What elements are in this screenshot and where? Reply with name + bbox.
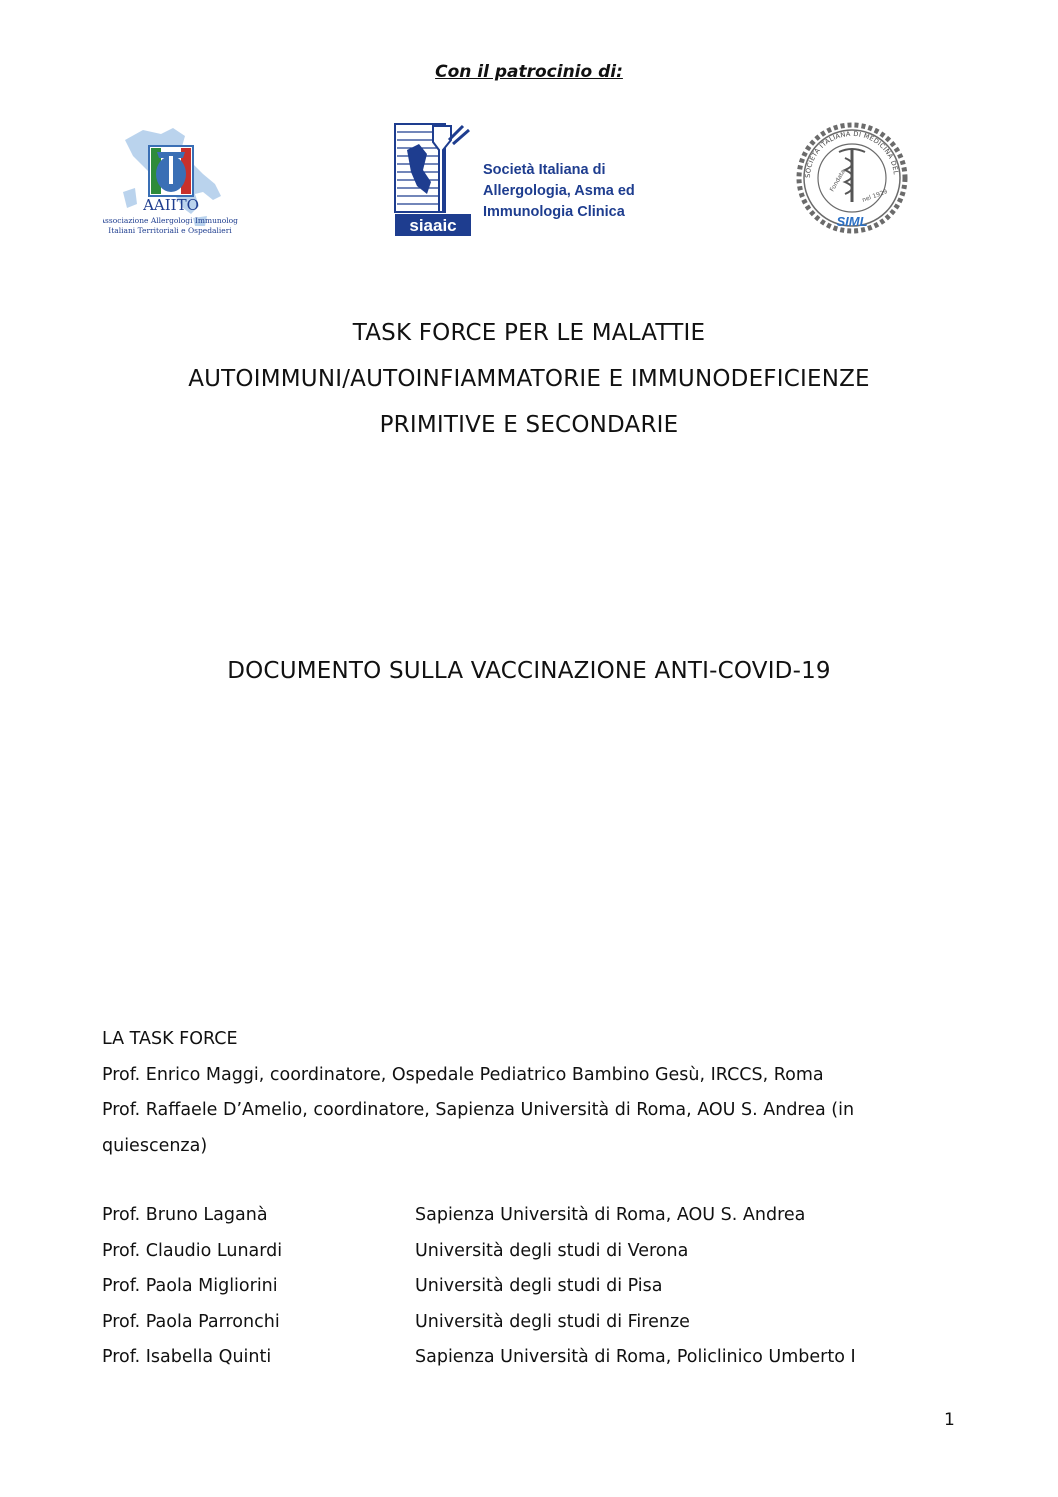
siml-mark: SIML (836, 214, 868, 229)
title-line3: PRIMITIVE E SECONDARIE (379, 412, 679, 438)
siaaic-line2: Allergologia, Asma ed (483, 183, 635, 199)
siaaic-line1: Società Italiana di (483, 162, 606, 178)
member-name: Prof. Paola Migliorini (102, 1276, 278, 1296)
siaaic-emblem-icon (393, 120, 475, 238)
member-affiliation: Sapienza Università di Roma, Policlinico Umberto I (415, 1347, 856, 1367)
member-name: Prof. Isabella Quinti (102, 1347, 272, 1367)
member-row (102, 1198, 962, 1234)
member-name: Prof. Bruno Laganà (102, 1205, 268, 1225)
task-force-section (102, 1022, 962, 1164)
siaaic-mark: siaaic (409, 216, 457, 235)
aaiito-mark: AAIITO (143, 196, 199, 214)
siml-logo (793, 122, 911, 234)
task-force-title (0, 310, 1058, 448)
italy-map-icon (103, 122, 238, 240)
patronage-heading: Con il patrocinio di: (435, 62, 623, 82)
siaaic-name (483, 160, 635, 223)
member-affiliation: Sapienza Università di Roma, AOU S. Andrea (415, 1205, 806, 1225)
title-line1: TASK FORCE PER LE MALATTIE (352, 320, 706, 346)
members-list (102, 1198, 962, 1376)
siml-ring-text: SOCIETÀ ITALIANA DI MEDICINA DEL (803, 129, 900, 179)
siaaic-line3: Immunologia Clinica (483, 204, 625, 220)
page-number: 1 (944, 1410, 955, 1430)
member-row (102, 1269, 962, 1305)
siml-seal-icon (793, 122, 911, 234)
member-affiliation: Università degli studi di Pisa (415, 1276, 663, 1296)
coordinator-1: Prof. Enrico Maggi, coordinatore, Ospedale Pediatrico Bambino Gesù, IRCCS, Roma (102, 1064, 824, 1085)
member-row (102, 1234, 962, 1270)
member-row (102, 1305, 962, 1341)
coordinator-2: Prof. Raffaele D’Amelio, coordinatore, Sapienza Università di Roma, AOU S. Andrea (in quiescenza) (102, 1100, 855, 1156)
siml-founded: Fondata (828, 168, 847, 193)
member-row (102, 1340, 962, 1376)
aaiito-logo (103, 122, 238, 240)
member-name: Prof. Claudio Lunardi (102, 1240, 283, 1261)
aaiito-line2: Italiani Territoriali e Ospedalieri (108, 226, 232, 235)
task-force-heading: LA TASK FORCE (102, 1029, 238, 1049)
member-affiliation: Università degli studi di Verona (415, 1240, 689, 1261)
aaiito-line1: Associazione Allergologi Immunologi (103, 216, 238, 225)
member-affiliation: Università degli studi di Firenze (415, 1311, 690, 1332)
member-name: Prof. Paola Parronchi (102, 1311, 280, 1332)
title-line2: AUTOIMMUNI/AUTOINFIAMMATORIE E IMMUNODEFICIENZE (188, 366, 870, 392)
siaaic-logo (393, 120, 653, 238)
siml-founded-year: nel 1929 (861, 188, 889, 204)
document-title: DOCUMENTO SULLA VACCINAZIONE ANTI-COVID-19 (227, 658, 831, 684)
